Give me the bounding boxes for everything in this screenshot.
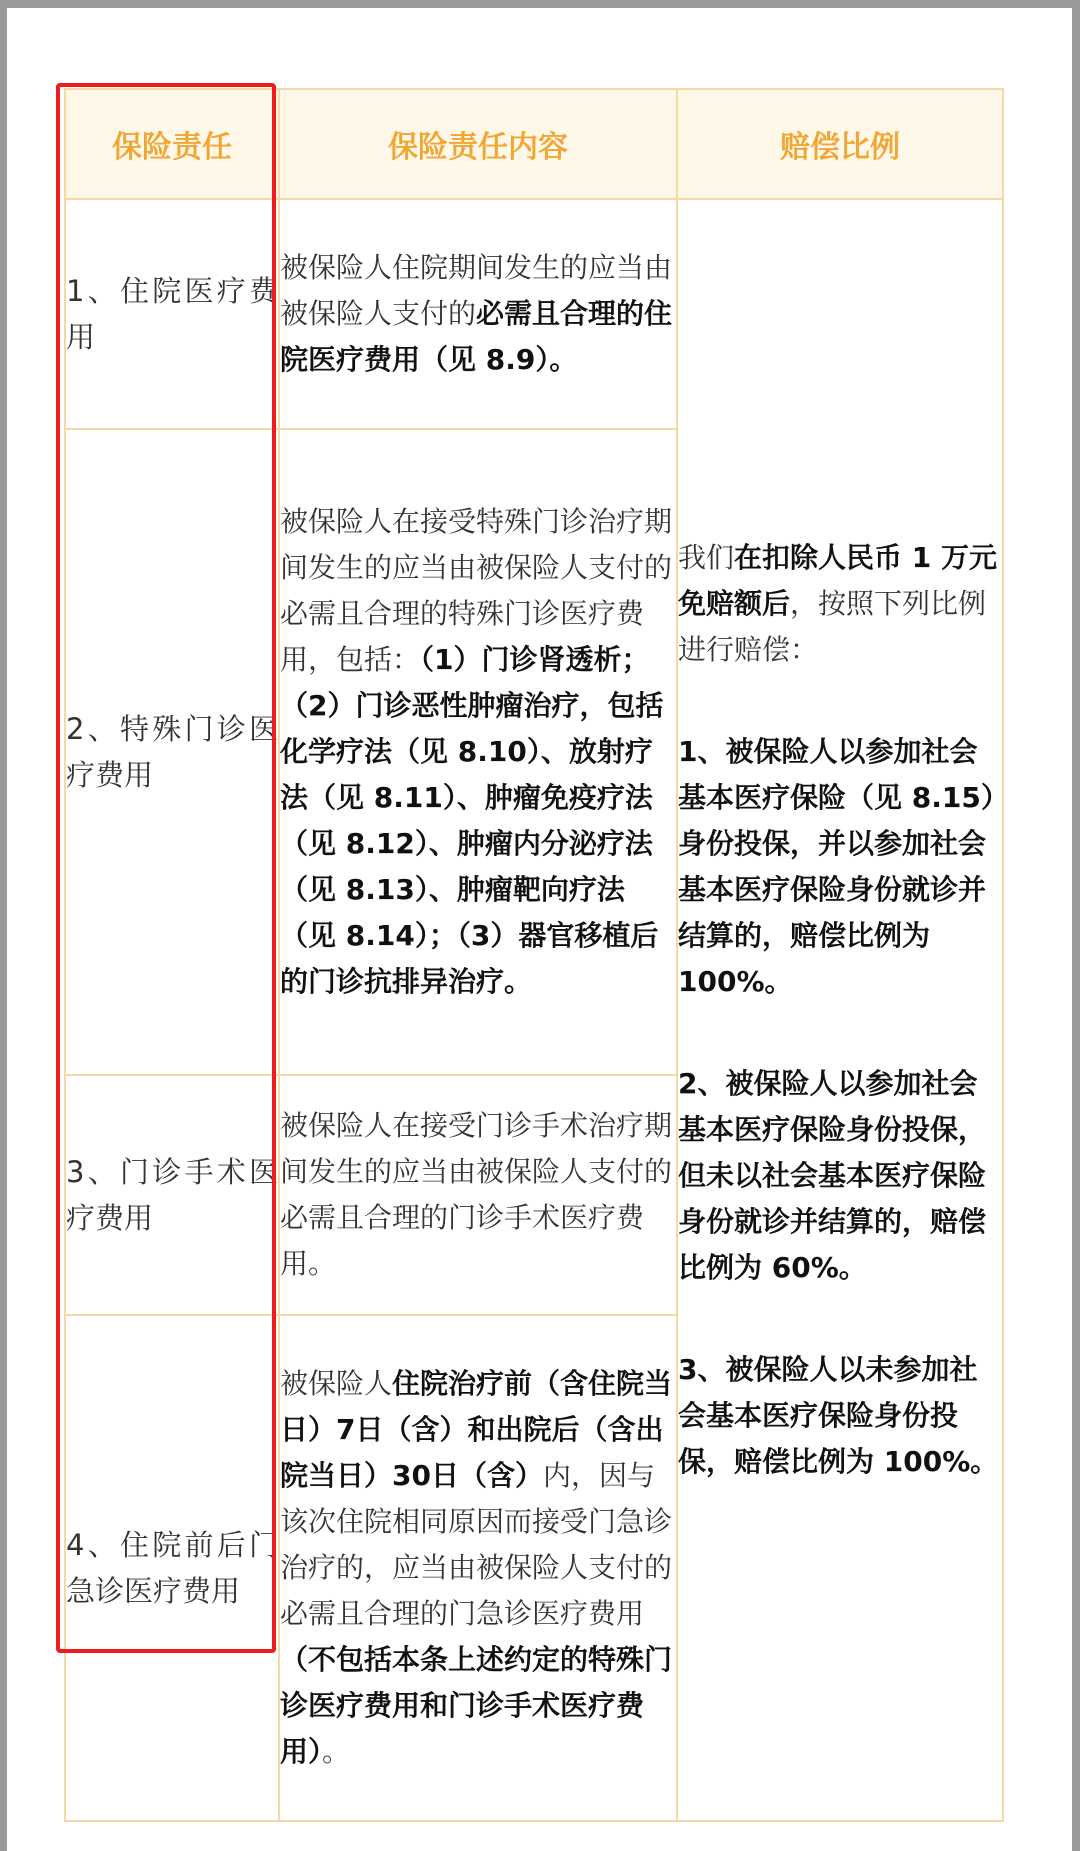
- content-text: 被保险人在接受门诊手术治疗期间发生的应当由被保险人支付的必需且合理的门诊手术医疗费用。: [280, 1109, 673, 1280]
- header-compensation-ratio: 赔偿比例: [677, 89, 1003, 199]
- content-text-bold: （不包括本条上述约定的特殊门诊医疗费用和门诊手术医疗费用）: [280, 1643, 673, 1768]
- liability-content: [279, 429, 677, 1075]
- liability-content: [279, 199, 677, 429]
- content-text: 被保险人在接受特殊门诊治疗期间发生的应当由被保险人支付的必需且合理的特殊门诊医疗费用，包括：: [280, 505, 673, 676]
- ratio-item: 1、被保险人以参加社会基本医疗保险（见 8.15）身份投保，并以参加社会基本医疗保险身份就诊并结算的，赔偿比例为 100%。: [678, 735, 995, 998]
- red-highlight-box: [56, 83, 276, 1653]
- screen-frame-left: [0, 0, 7, 1851]
- ratio-intro-bold: 在扣除人民币 1 万元免赔额后: [678, 541, 997, 620]
- ratio-item: 2、被保险人以参加社会基本医疗保险身份投保，但未以社会基本医疗保险身份就诊并结算的，赔偿比例为 60%。: [678, 1067, 987, 1284]
- content-text: 被保险人: [280, 1367, 393, 1400]
- content-text: 。: [322, 1735, 351, 1768]
- liability-content: [279, 1075, 677, 1315]
- content-text-bold: 必需且合理的住院医疗费用（见 8.9）。: [280, 297, 673, 376]
- content-text: 内，因与该次住院相同原因而接受门急诊治疗的，应当由被保险人支付的必需且合理的门急诊医疗费用: [280, 1459, 673, 1630]
- liability-name: 1、住院医疗费用: [65, 199, 279, 429]
- content-text-bold: 住院治疗前（含住院当日）7日（含）和出院后（含出院当日）30日（含）: [280, 1367, 673, 1492]
- screen-frame-right: [1072, 0, 1080, 1851]
- compensation-ratio-cell: [677, 199, 1003, 1821]
- liability-name: 3、门诊手术医疗费用: [65, 1075, 279, 1315]
- liability-name: 2、特殊门诊医疗费用: [65, 429, 279, 1075]
- ratio-intro-text: 我们: [678, 541, 735, 574]
- header-liability: 保险责任: [65, 89, 279, 199]
- ratio-item: 3、被保险人以未参加社会基本医疗保险身份投保，赔偿比例为 100%。: [678, 1353, 999, 1478]
- liability-content: [279, 1315, 677, 1821]
- content-text-bold: （1）门诊肾透析；（2）门诊恶性肿瘤治疗，包括化学疗法（见 8.10）、放射疗法（见 8.11）、肿瘤免疫疗法（见 8.12）、肿瘤内分泌疗法（见 8.13）、肿瘤靶向疗法（见 8.14）；（3）器官移植后的门诊抗排异治疗。: [280, 643, 664, 998]
- ratio-intro: [678, 535, 1002, 673]
- header-liability-content: 保险责任内容: [279, 89, 677, 199]
- content-text: 被保险人住院期间发生的应当由被保险人支付的: [280, 251, 673, 330]
- ratio-intro-text-end: ，按照下列比例进行赔偿：: [678, 587, 987, 666]
- screen-frame-top: [0, 0, 1080, 8]
- liability-name: 4、住院前后门急诊医疗费用: [65, 1315, 279, 1821]
